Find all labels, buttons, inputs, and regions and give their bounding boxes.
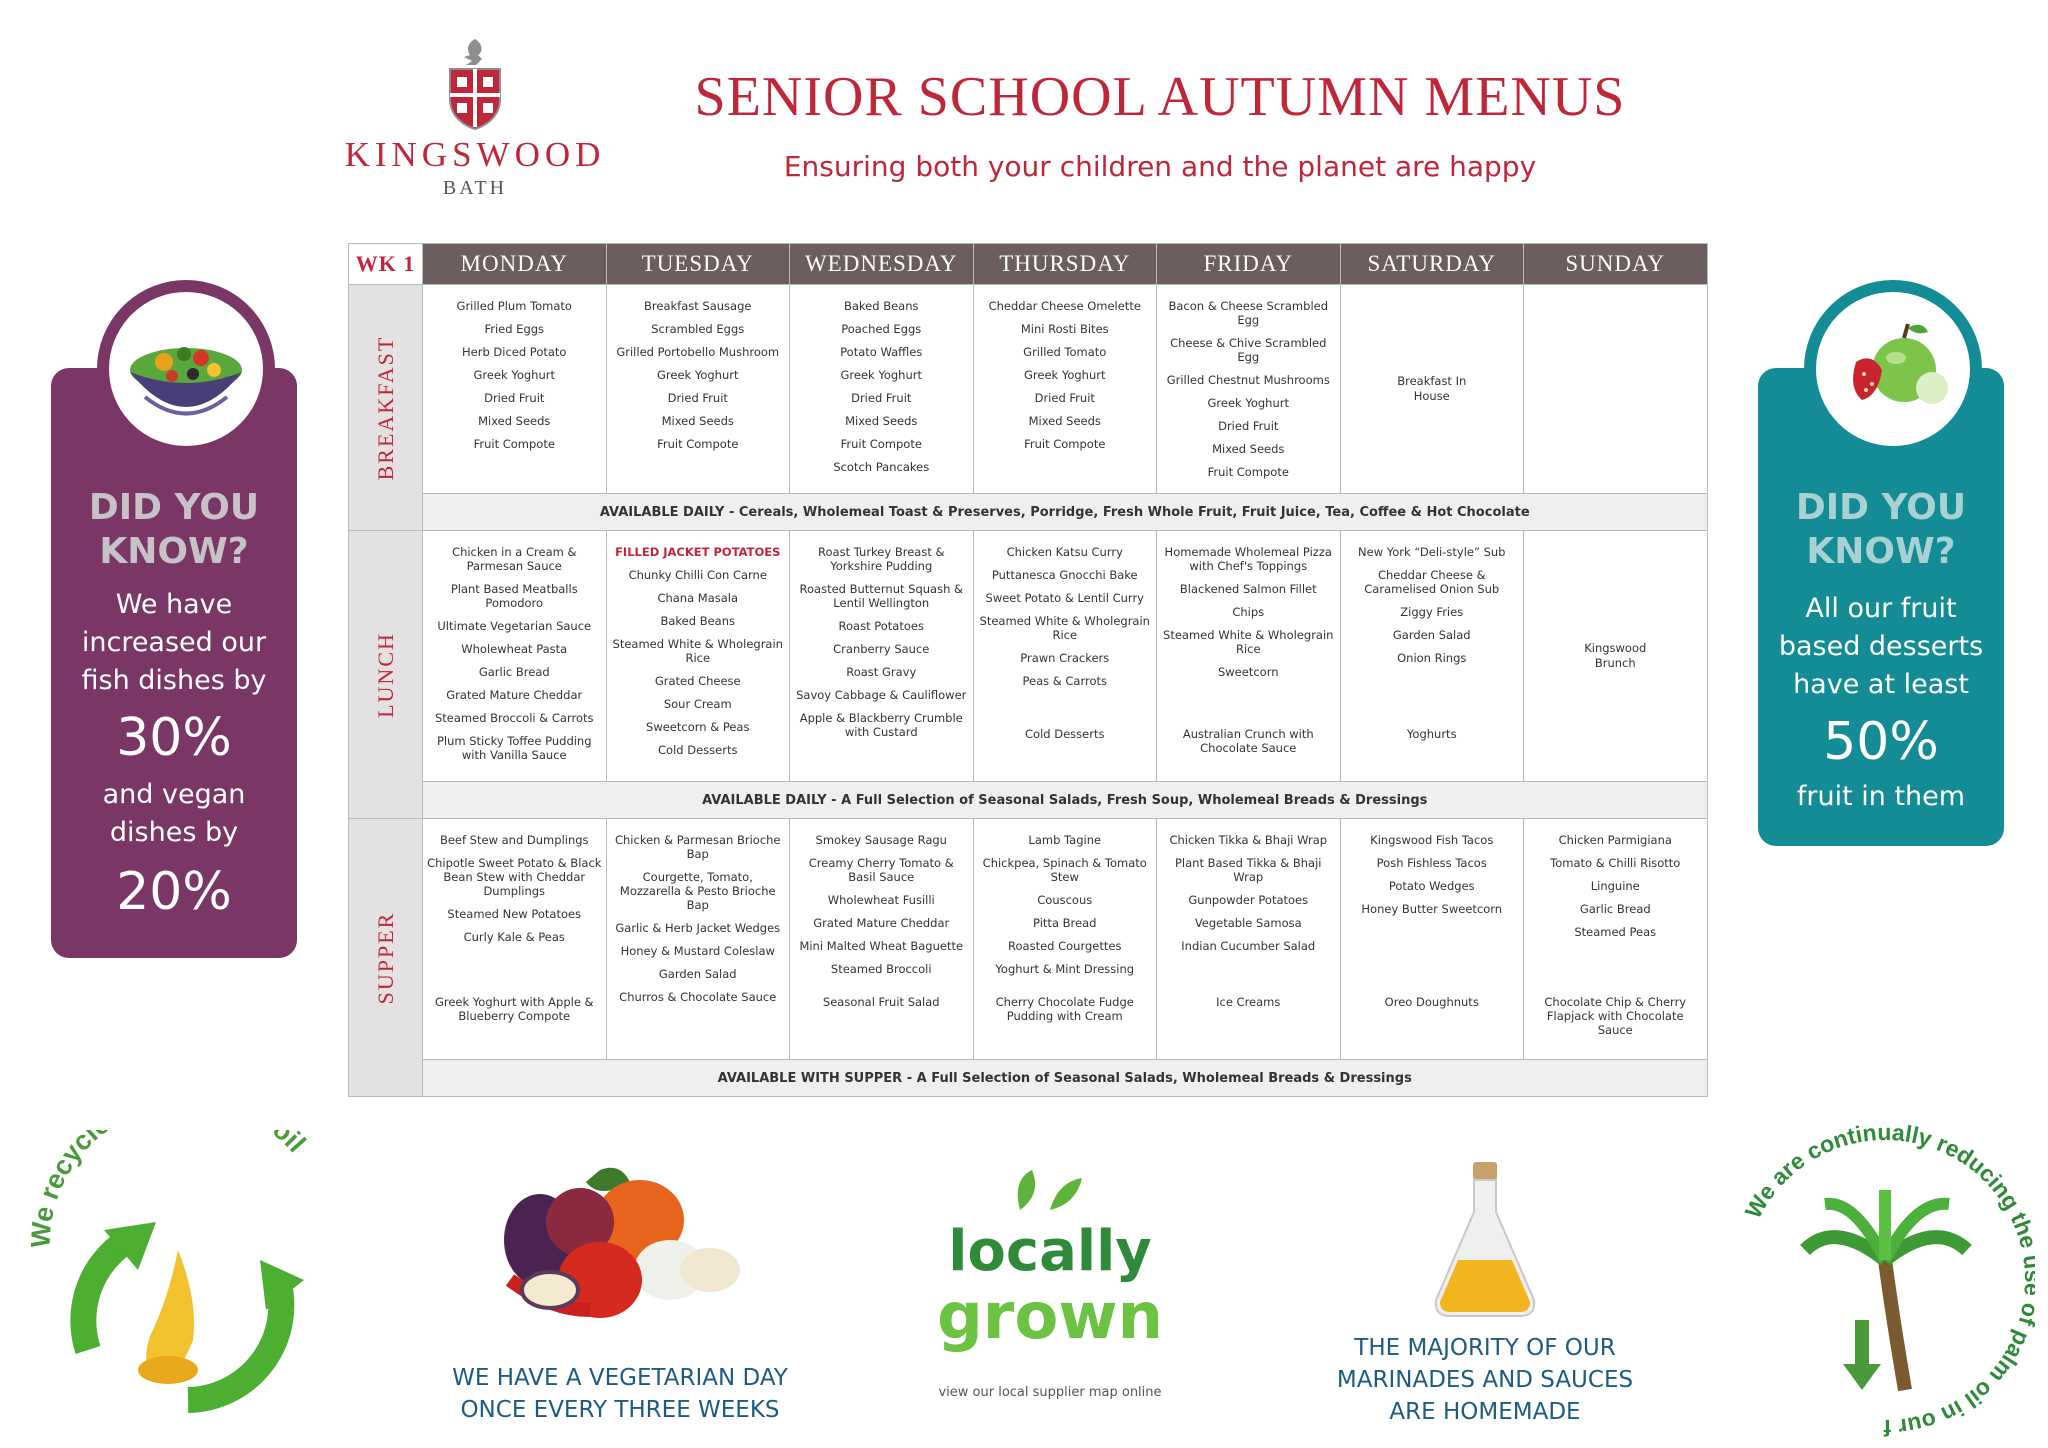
menu-item: Chicken Katsu Curry xyxy=(1006,545,1123,559)
menu-item: Mixed Seeds xyxy=(478,414,551,428)
menu-item: Steamed Peas xyxy=(1574,925,1657,939)
left-panel-line5: dishes by xyxy=(109,817,239,848)
menu-item: Mixed Seeds xyxy=(845,414,918,428)
right-panel-line1: All our fruit xyxy=(1805,593,1957,624)
day-header-thursday: THURSDAY xyxy=(973,244,1157,285)
lunch-sunday-cell xyxy=(1524,531,1708,782)
menu-item: Steamed White & Wholegrain Rice xyxy=(979,614,1150,642)
menu-item: Scotch Pancakes xyxy=(833,460,930,474)
menu-item-dessert: Oreo Doughnuts xyxy=(1384,995,1479,1009)
page-title: SENIOR SCHOOL AUTUMN MENUS xyxy=(694,66,1626,128)
left-panel-line3: fish dishes by xyxy=(81,665,267,696)
menu-item: Cheddar Cheese Omelette xyxy=(988,299,1141,313)
menu-item: Linguine xyxy=(1590,879,1640,893)
menu-item: Savoy Cabbage & Cauliflower xyxy=(796,688,967,702)
menu-item: Dried Fruit xyxy=(484,391,545,405)
breakfast-monday-cell xyxy=(423,285,607,494)
breakfast-tuesday-cell xyxy=(606,285,790,494)
recycle-icon xyxy=(28,1130,338,1430)
recycle-cooking-oil-badge xyxy=(28,1130,338,1430)
locally-grown-logo xyxy=(900,1170,1200,1370)
menu-item: Chicken Parmigiana xyxy=(1558,833,1672,847)
menu-item: Gunpowder Potatoes xyxy=(1188,893,1309,907)
menu-item: Curly Kale & Peas xyxy=(463,930,565,944)
supper-friday-cell xyxy=(1157,819,1341,1060)
marinades-line3: ARE HOMEMADE xyxy=(1389,1399,1581,1425)
menu-item: Tomato & Chilli Risotto xyxy=(1550,856,1681,870)
menu-item: Garden Salad xyxy=(658,967,737,981)
menu-item-dessert: Ice Creams xyxy=(1216,995,1281,1009)
menu-item: Fruit Compote xyxy=(840,437,922,451)
lunch-daily-row xyxy=(349,782,1708,819)
lunch-saturday-cell xyxy=(1340,531,1524,782)
menu-item: Baked Beans xyxy=(843,299,919,313)
lunch-monday-cell xyxy=(423,531,607,782)
menu-item: Ultimate Vegetarian Sauce xyxy=(437,619,592,633)
menu-item: Roast Turkey Breast & Yorkshire Pudding xyxy=(818,545,945,573)
menu-item: Greek Yoghurt xyxy=(473,368,555,382)
menu-item: Sour Cream xyxy=(663,697,732,711)
menu-item: Grilled Portobello Mushroom xyxy=(616,345,780,359)
menu-item: Kingswood Brunch xyxy=(1584,641,1647,670)
menu-item: Lamb Tagine xyxy=(1028,833,1102,847)
menu-item: Honey & Mustard Coleslaw xyxy=(620,944,775,958)
menu-item: Chicken Tikka & Bhaji Wrap xyxy=(1169,833,1328,847)
menu-item: Kingswood Fish Tacos xyxy=(1370,833,1494,847)
menu-item: Baked Beans xyxy=(660,614,735,628)
menu-item-dessert: Greek Yoghurt with Apple & Blueberry Compote xyxy=(434,995,594,1023)
supper-monday-cell xyxy=(423,819,607,1060)
breakfast-sunday-cell xyxy=(1524,285,1708,494)
lunch-tuesday-cell xyxy=(606,531,790,782)
menu-item: Homemade Wholemeal Pizza with Chef's Toppings xyxy=(1164,545,1332,573)
menu-item-dessert: Australian Crunch with Chocolate Sauce xyxy=(1182,727,1314,755)
day-header-sunday: SUNDAY xyxy=(1524,244,1708,285)
menu-item: Ziggy Fries xyxy=(1400,605,1464,619)
menu-item-dessert: Yoghurts xyxy=(1406,727,1457,741)
menu-item: Roasted Butternut Squash & Lentil Wellington xyxy=(799,582,963,610)
menu-item-dessert: Chocolate Chip & Cherry Flapjack with Chocolate Sauce xyxy=(1544,995,1687,1037)
table-header-row xyxy=(349,244,1708,285)
menu-item: Fruit Compote xyxy=(657,437,739,451)
svg-text:We recycle our cooking oil xyxy=(28,1130,312,1248)
menu-item: Dried Fruit xyxy=(1218,419,1279,433)
menu-item: Cold Desserts xyxy=(658,743,738,757)
lunch-label-text: LUNCH xyxy=(372,631,398,718)
menu-item: Blackened Salmon Fillet xyxy=(1179,582,1317,596)
menu-item: Courgette, Tomato, Mozzarella & Pesto Brioche Bap xyxy=(619,870,776,912)
lunch-thursday-cell xyxy=(973,531,1157,782)
menu-item: Cranberry Sauce xyxy=(833,642,930,656)
menu-item: Chips xyxy=(1232,605,1265,619)
right-heading-line1: DID YOU xyxy=(1795,487,1967,528)
menu-item: Posh Fishless Tacos xyxy=(1376,856,1487,870)
breakfast-daily-note: AVAILABLE DAILY - Cereals, Wholemeal Toast & Preserves, Porridge, Fresh Whole Fruit, Fruit Juice, Tea, Coffee & Hot Chocolate xyxy=(423,494,1708,531)
menu-item-highlight: FILLED JACKET POTATOES xyxy=(615,545,781,559)
day-header-wednesday: WEDNESDAY xyxy=(790,244,974,285)
left-panel-stat2: 20% xyxy=(116,862,232,922)
menu-item: Honey Butter Sweetcorn xyxy=(1361,902,1503,916)
supper-thursday-cell xyxy=(973,819,1157,1060)
menu-item: Plant Based Tikka & Bhaji Wrap xyxy=(1174,856,1322,884)
menu-item: Dried Fruit xyxy=(1034,391,1095,405)
marinades-line2: MARINADES AND SAUCES xyxy=(1336,1367,1634,1393)
breakfast-row xyxy=(349,285,1708,494)
left-panel-line1: We have xyxy=(115,589,233,620)
menu-item: Garlic Bread xyxy=(478,665,550,679)
menu-item: Dried Fruit xyxy=(851,391,912,405)
supplier-map-caption: view our local supplier map online xyxy=(938,1385,1162,1400)
menu-item: Grilled Chestnut Mushrooms xyxy=(1166,373,1330,387)
menu-item: Churros & Chocolate Sauce xyxy=(619,990,777,1004)
menu-item: Sweet Potato & Lentil Curry xyxy=(985,591,1144,605)
menu-item: Puttanesca Gnocchi Bake xyxy=(991,568,1138,582)
breakfast-wednesday-cell xyxy=(790,285,974,494)
menu-item: Herb Diced Potato xyxy=(462,345,567,359)
page-subtitle: Ensuring both your children and the planet are happy xyxy=(783,150,1537,183)
week-label: WK 1 xyxy=(349,244,423,285)
menu-item: Grated Mature Cheddar xyxy=(446,688,583,702)
crest-icon xyxy=(442,35,508,131)
menu-item: Greek Yoghurt xyxy=(840,368,922,382)
left-heading-line1: DID YOU xyxy=(88,487,260,528)
menu-item: Plant Based Meatballs Pomodoro xyxy=(450,582,578,610)
menu-item: Roasted Courgettes xyxy=(1008,939,1122,953)
menu-item: Steamed Broccoli xyxy=(830,962,932,976)
menu-item: Grated Cheese xyxy=(654,674,741,688)
menu-item: Greek Yoghurt xyxy=(1024,368,1106,382)
breakfast-thursday-cell xyxy=(973,285,1157,494)
breakfast-saturday-cell xyxy=(1340,285,1524,494)
oil-bottle-icon xyxy=(1430,1160,1540,1320)
menu-item: Pitta Bread xyxy=(1033,916,1097,930)
menu-item: Mixed Seeds xyxy=(1028,414,1101,428)
menu-item: New York “Deli-style” Sub xyxy=(1358,545,1506,559)
menu-item: Roast Potatoes xyxy=(838,619,924,633)
menu-item: Wholewheat Fusilli xyxy=(827,893,935,907)
menu-item: Garlic Bread xyxy=(1579,902,1651,916)
day-header-saturday: SATURDAY xyxy=(1340,244,1524,285)
menu-item-dessert: Cold Desserts xyxy=(1025,727,1105,741)
menu-item: Chipotle Sweet Potato & Black Bean Stew with Cheddar Dumplings xyxy=(427,856,602,898)
menu-item: Steamed Broccoli & Carrots xyxy=(434,711,594,725)
locally-word: locally xyxy=(948,1219,1152,1284)
menu-item: Dried Fruit xyxy=(667,391,728,405)
menu-item: Scrambled Eggs xyxy=(651,322,745,336)
supper-daily-note: AVAILABLE WITH SUPPER - A Full Selection of Seasonal Salads, Wholemeal Breads & Dressings xyxy=(423,1060,1708,1097)
menu-item: Grated Mature Cheddar xyxy=(813,916,950,930)
lunch-daily-note: AVAILABLE DAILY - A Full Selection of Seasonal Salads, Fresh Soup, Wholemeal Breads & Dressings xyxy=(423,782,1708,819)
grown-word: grown xyxy=(936,1280,1164,1354)
menu-item: Mini Malted Wheat Baguette xyxy=(799,939,964,953)
day-header-monday: MONDAY xyxy=(423,244,607,285)
right-panel-line2: based desserts xyxy=(1778,631,1984,662)
menu-item: Garlic & Herb Jacket Wedges xyxy=(615,921,781,935)
menu-item: Garden Salad xyxy=(1392,628,1471,642)
lunch-label xyxy=(349,531,423,819)
recycle-caption: We recycl oil xyxy=(28,1130,312,1249)
supper-wednesday-cell xyxy=(790,819,974,1060)
supper-sunday-cell xyxy=(1524,819,1708,1060)
menu-item: Mixed Seeds xyxy=(661,414,734,428)
menu-item: Couscous xyxy=(1037,893,1093,907)
right-panel-line3: have at least xyxy=(1793,669,1969,700)
fruit-icon xyxy=(1804,280,1982,458)
day-header-friday: FRIDAY xyxy=(1157,244,1341,285)
menu-item: Onion Rings xyxy=(1397,651,1467,665)
palm-tree-icon xyxy=(1735,1120,2035,1440)
menu-item: Yoghurt & Mint Dressing xyxy=(995,962,1135,976)
menu-item: Plum Sticky Toffee Pudding with Vanilla Sauce xyxy=(436,734,592,762)
left-panel-line4: and vegan xyxy=(102,779,246,810)
menu-item: Wholewheat Pasta xyxy=(461,642,568,656)
homemade-marinades-note xyxy=(1305,1332,1665,1428)
menu-item: Potato Wedges xyxy=(1388,879,1475,893)
menu-item: Smokey Sausage Ragu xyxy=(815,833,947,847)
menu-item: Chicken in a Cream & Parmesan Sauce xyxy=(452,545,577,573)
menu-item: Indian Cucumber Salad xyxy=(1181,939,1316,953)
menu-item: Grilled Tomato xyxy=(1023,345,1107,359)
supper-saturday-cell xyxy=(1340,819,1524,1060)
vegetarian-line2: ONCE EVERY THREE WEEKS xyxy=(460,1397,780,1423)
palm-oil-badge xyxy=(1735,1120,2035,1440)
menu-item-dessert: Cherry Chocolate Fudge Pudding with Cream xyxy=(995,995,1134,1023)
menu-item: Apple & Blackberry Crumble with Custard xyxy=(799,711,963,739)
left-panel-stat1: 30% xyxy=(116,708,232,768)
left-panel-line2: increased our xyxy=(81,627,267,658)
left-panel-heading xyxy=(51,486,297,574)
menu-item: Chana Masala xyxy=(657,591,739,605)
breakfast-daily-row xyxy=(349,494,1708,531)
left-heading-line2: KNOW? xyxy=(99,531,249,572)
menu-item: Potato Waffles xyxy=(840,345,923,359)
menu-item: Steamed White & Wholegrain Rice xyxy=(1163,628,1334,656)
vegetarian-day-note xyxy=(420,1362,820,1426)
menu-item: Breakfast In House xyxy=(1397,374,1467,403)
menu-item: Mini Rosti Bites xyxy=(1020,322,1109,336)
supper-daily-row xyxy=(349,1060,1708,1097)
menu-item: Cheese & Chive Scrambled Egg xyxy=(1170,336,1327,364)
menu-item: Creamy Cherry Tomato & Basil Sauce xyxy=(808,856,954,884)
menu-item: Peas & Carrots xyxy=(1022,674,1108,688)
menu-item: Steamed New Potatoes xyxy=(447,907,582,921)
right-heading-line2: KNOW? xyxy=(1806,531,1956,572)
menu-item: Fruit Compote xyxy=(473,437,555,451)
supper-row xyxy=(349,819,1708,1060)
lunch-friday-cell xyxy=(1157,531,1341,782)
menu-item: Sweetcorn & Peas xyxy=(646,720,750,734)
menu-item: Poached Eggs xyxy=(841,322,922,336)
right-panel-heading xyxy=(1758,486,2004,574)
menu-item: Vegetable Samosa xyxy=(1194,916,1302,930)
menu-item: Prawn Crackers xyxy=(1020,651,1110,665)
menu-item: Steamed White & Wholegrain Rice xyxy=(612,637,783,665)
menu-item: Fried Eggs xyxy=(484,322,545,336)
menu-item: Chickpea, Spinach & Tomato Stew xyxy=(982,856,1147,884)
menu-item: Grilled Plum Tomato xyxy=(456,299,572,313)
menu-item: Fruit Compote xyxy=(1024,437,1106,451)
menu-item-dessert: Seasonal Fruit Salad xyxy=(822,995,940,1009)
menu-item: Chicken & Parmesan Brioche Bap xyxy=(614,833,781,861)
menu-item: Cheddar Cheese & Caramelised Onion Sub xyxy=(1364,568,1500,596)
menu-item: Beef Stew and Dumplings xyxy=(439,833,589,847)
marinades-line1: THE MAJORITY OF OUR xyxy=(1354,1335,1616,1361)
vegetarian-line1: WE HAVE A VEGETARIAN DAY xyxy=(452,1365,788,1391)
right-panel-line4: fruit in them xyxy=(1796,781,1966,812)
palm-oil-caption: We are continually reducing t palm oil in our f xyxy=(1739,1120,2035,1440)
menu-item: Mixed Seeds xyxy=(1212,442,1285,456)
logo-wordmark: KINGSWOOD xyxy=(344,135,606,174)
supper-label-text: SUPPER xyxy=(372,911,398,1004)
day-header-tuesday: TUESDAY xyxy=(606,244,790,285)
menu-item: Greek Yoghurt xyxy=(1207,396,1289,410)
weekly-menu-table xyxy=(348,243,1708,1097)
supper-label xyxy=(349,819,423,1097)
logo-subtitle: BATH xyxy=(442,177,508,199)
menu-item: Roast Gravy xyxy=(846,665,917,679)
menu-item: Chunky Chilli Con Carne xyxy=(628,568,767,582)
breakfast-label-text: BREAKFAST xyxy=(372,335,398,480)
lunch-wednesday-cell xyxy=(790,531,974,782)
right-panel-stat1: 50% xyxy=(1823,712,1939,772)
lunch-row xyxy=(349,531,1708,782)
menu-item: Breakfast Sausage xyxy=(644,299,752,313)
menu-item: Fruit Compote xyxy=(1207,465,1289,479)
vegetables-icon xyxy=(490,1160,750,1330)
supper-tuesday-cell xyxy=(606,819,790,1060)
salad-bowl-icon xyxy=(97,280,275,458)
menu-item: Greek Yoghurt xyxy=(657,368,739,382)
menu-item: Bacon & Cheese Scrambled Egg xyxy=(1168,299,1329,327)
breakfast-friday-cell xyxy=(1157,285,1341,494)
menu-item: Sweetcorn xyxy=(1217,665,1279,679)
kingswood-logo xyxy=(330,35,630,210)
breakfast-label xyxy=(349,285,423,531)
